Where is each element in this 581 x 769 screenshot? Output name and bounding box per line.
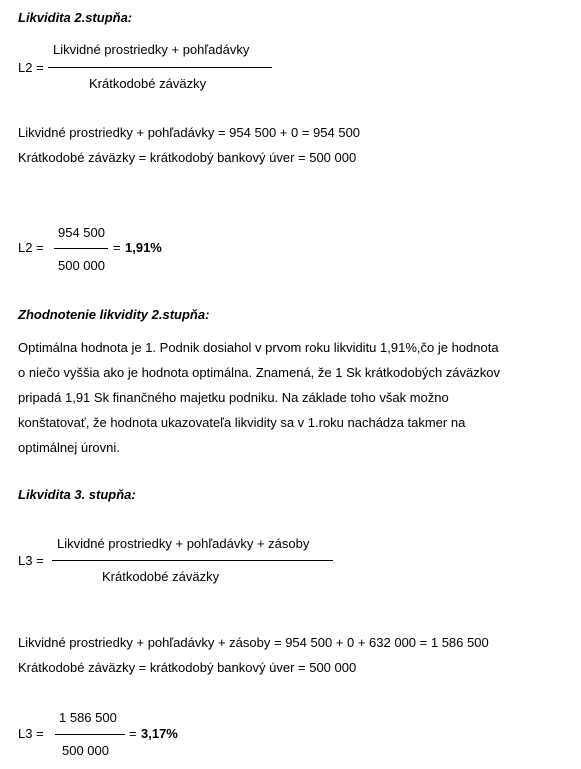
calc-denominator: 500 000: [62, 743, 109, 758]
formula-label-l2: L2 =: [18, 60, 44, 75]
formula-denominator: Krátkodobé záväzky: [89, 76, 207, 91]
paragraph-line: pripadá 1,91 Sk finančného majetku podniku. Na základe toho však možno: [18, 390, 449, 405]
computation-line: Krátkodobé záväzky = krátkodobý bankový úver = 500 000: [18, 660, 357, 675]
computation-line: Likvidné prostriedky + pohľadávky + zásoby = 954 500 + 0 + 632 000 = 1 586 500: [18, 635, 489, 650]
calc-equals: =: [113, 240, 121, 255]
paragraph-line: optimálnej úrovni.: [18, 440, 120, 455]
formula-label-l3: L3 =: [18, 553, 44, 568]
calc-result: 1,91%: [125, 240, 162, 255]
evaluation-paragraph: [18, 335, 558, 460]
formula-denominator: Krátkodobé záväzky: [102, 569, 220, 584]
calc-numerator: 954 500: [58, 225, 105, 240]
calc-label-l2: L2 =: [18, 240, 44, 255]
calc-equals: =: [129, 726, 137, 741]
calc-denominator: 500 000: [58, 258, 105, 273]
fraction-bar: [48, 67, 272, 68]
section-heading-zhodnotenie: Zhodnotenie likvidity 2.stupňa:: [18, 307, 210, 322]
computation-line: Krátkodobé záväzky = krátkodobý bankový úver = 500 000: [18, 150, 357, 165]
section-heading-likvidita-2: Likvidita 2.stupňa:: [18, 10, 133, 25]
formula-numerator: Likvidné prostriedky + pohľadávky: [53, 42, 250, 57]
fraction-bar: [55, 734, 125, 735]
paragraph-line: konštatovať, že hodnota ukazovateľa likvidity sa v 1.roku nachádza takmer na: [18, 415, 466, 430]
calc-result: 3,17%: [141, 726, 178, 741]
paragraph-line: Optimálna hodnota je 1. Podnik dosiahol v prvom roku likviditu 1,91%,čo je hodnota: [18, 340, 499, 355]
fraction-bar: [52, 560, 333, 561]
calc-label-l3: L3 =: [18, 726, 44, 741]
section-heading-likvidita-3: Likvidita 3. stupňa:: [18, 487, 136, 502]
formula-numerator: Likvidné prostriedky + pohľadávky + zásoby: [57, 536, 310, 551]
paragraph-line: o niečo vyššia ako je hodnota optimálna. Znamená, že 1 Sk krátkodobých záväzkov: [18, 365, 500, 380]
computation-line: Likvidné prostriedky + pohľadávky = 954 500 + 0 = 954 500: [18, 125, 361, 140]
calc-numerator: 1 586 500: [59, 710, 117, 725]
fraction-bar: [54, 248, 108, 249]
